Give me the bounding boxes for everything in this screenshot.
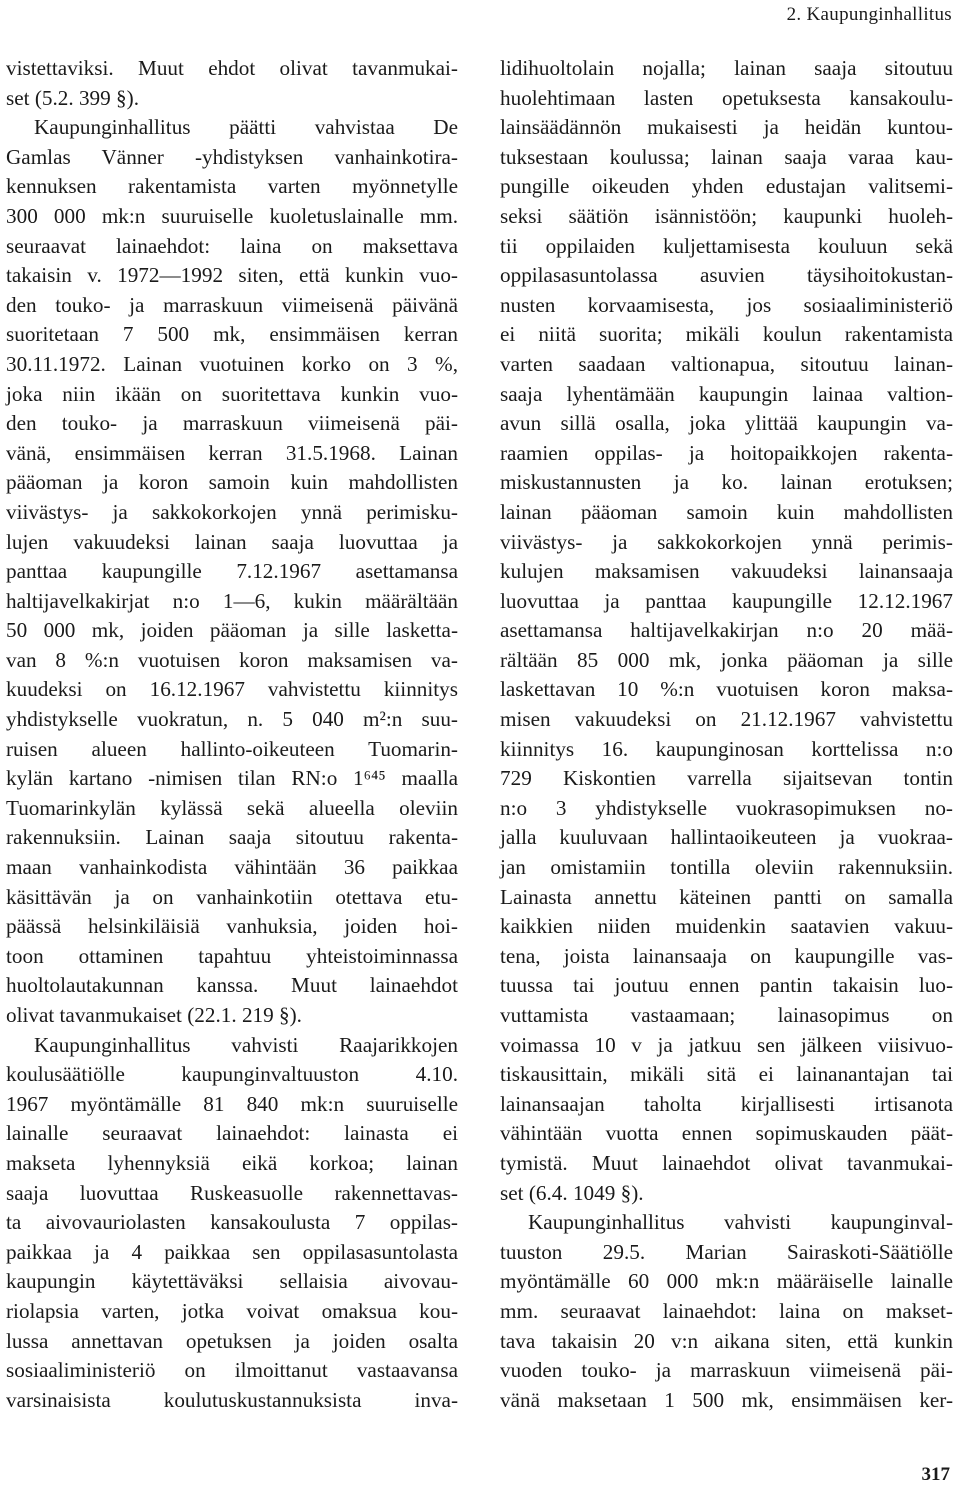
text-line: varsinaisista koulutuskustannuksista inva-: [6, 1387, 458, 1412]
text-line: Gamlas Vänner -yhdistyksen vanhainkotira-: [6, 144, 458, 169]
text-line: n:o 3 yhdistykselle vuokrasopimuksen no-: [500, 795, 953, 820]
text-line: haltijavelkakirjat n:o 1—6, kukin määrältään: [6, 588, 458, 613]
text-line: varten saadaan valtionapua, sitoutuu lainan-: [500, 351, 953, 376]
text-line: vuoden touko- ja marraskuun viimeisenä päi-: [500, 1358, 953, 1383]
text-line: tii oppilaiden kuljettamisesta kouluun sekä: [500, 233, 953, 258]
text-line: Tuomarinkylän kylässä sekä alueella oleviin: [6, 795, 458, 820]
text-line: kulujen maksamisen vakuudeksi lainansaaja: [500, 559, 953, 584]
text-line: takaisin v. 1972—1992 siten, että kunkin vuo-: [6, 263, 458, 288]
text-line: tena, joista lainansaaja on kaupungille vas-: [500, 943, 953, 968]
text-line: tymistä. Muut lainaehdot olivat tavanmukai-: [500, 1150, 953, 1175]
text-line: lainan pääoman samoin kuin mahdollisten: [500, 499, 953, 524]
text-line: lujen vakuudeksi lainan saaja luovuttaa ja: [6, 529, 458, 554]
text-line: panttaa kaupungille 7.12.1967 asettamansa: [6, 559, 458, 584]
text-line: nusten korvaamisesta, jos sosiaaliministeriö: [500, 292, 953, 317]
text-line: 300 000 mk:n suuruiselle kuoletuslainalle mm.: [6, 203, 458, 228]
page-number: 317: [921, 1464, 950, 1485]
text-line: set (6.4. 1049 §).: [500, 1180, 644, 1205]
text-line: kennuksen rakentamista varten myönnetylle: [6, 174, 458, 199]
text-line: voimassa 10 v ja jatkuu sen jälkeen viisivuo-: [500, 1032, 953, 1057]
text-line: vänä, ensimmäisen kerran 31.5.1968. Lainan: [6, 440, 458, 465]
text-line: rältään 85 000 mk, jonka pääoman ja sille: [500, 647, 953, 672]
text-line: riolapsia varten, jotka voivat omaksua kou-: [6, 1298, 458, 1323]
text-line: päässä helsinkiläisiä vanhuksia, joiden hoi-: [6, 914, 458, 939]
text-line: 30.11.1972. Lainan vuotuinen korko on 3 %,: [6, 351, 458, 376]
text-line: kaikkien niiden muidenkin saatavien vakuu-: [500, 914, 953, 939]
text-line: tuuston 29.5. Marian Sairaskoti-Säätiölle: [500, 1239, 953, 1264]
text-line: Kaupunginhallitus vahvisti Raajarikkojen: [34, 1032, 458, 1057]
text-line: seuraavat lainaehdot: laina on maksettava: [6, 233, 458, 258]
text-line: viivästys- ja sakkokorkojen ynnä perimis-: [500, 529, 953, 554]
text-line: kiinnitys 16. kaupunginosan korttelissa n:o: [500, 736, 953, 761]
text-line: raamien oppilas- ja hoitopaikkojen rakenta-: [500, 440, 953, 465]
text-line: olivat tavanmukaiset (22.1. 219 §).: [6, 1003, 302, 1027]
text-line: koulusäätiölle kaupunginvaltuuston 4.10.: [6, 1062, 458, 1087]
text-line: Kaupunginhallitus vahvisti kaupunginval-: [528, 1210, 953, 1235]
text-line: paikkaa ja 4 paikkaa sen oppilasasuntolasta: [6, 1239, 458, 1264]
text-line: oppilasasuntolassa asuvien täysihoitokustan-: [500, 263, 953, 288]
text-line: kylän kartano -nimisen tilan RN:o 1⁶⁴⁵ maalla: [6, 766, 458, 791]
text-line: kaupungin käytettäväksi sellaisia aivovau-: [6, 1269, 458, 1294]
text-line: rakennuksiin. Lainan saaja sitoutuu rakenta-: [6, 825, 458, 850]
text-line: den touko- ja marraskuun viimeisenä päi-: [6, 411, 458, 436]
text-line: huoltolautakunnan kanssa. Muut lainaehdot: [6, 973, 458, 998]
text-line: 50 000 mk, joiden pääoman ja sille lasketta-: [6, 618, 458, 643]
text-line: suoritetaan 7 500 mk, ensimmäisen kerran: [6, 322, 458, 347]
text-line: vistettaviksi. Muut ehdot olivat tavanmukai-: [6, 56, 458, 80]
text-line: vähintään vuotta ennen sopimuskauden päät-: [500, 1121, 953, 1146]
text-line: tiskausittain, mikäli sitä ei lainanantajan tai: [500, 1062, 953, 1087]
text-line: 1967 myöntämälle 81 840 mk:n suuruiselle: [6, 1091, 458, 1116]
text-line: joka niin ikään on suoritettava kunkin vuo-: [6, 381, 458, 406]
text-line: 729 Kiskontien varrella sijaitsevan tontin: [500, 766, 953, 791]
text-line: asettamansa haltijavelkakirjan n:o 20 mää-: [500, 618, 953, 643]
text-line: maan vanhainkodista vähintään 36 paikkaa: [6, 855, 458, 880]
text-line: avun sillä osalla, joka ylittää kaupungin va-: [500, 411, 953, 436]
text-line: Lainasta annettu käteinen pantti on samalla: [500, 884, 953, 909]
text-line: käsittävän ja on vanhainkotiin otettava etu-: [6, 884, 458, 909]
text-line: kuudeksi on 16.12.1967 vahvistettu kiinnitys: [6, 677, 458, 702]
text-line: pungille oikeuden yhden edustajan valitsemi-: [500, 174, 953, 199]
text-line: seksi säätiön isännistöön; kaupunki huoleh-: [500, 203, 953, 228]
text-line: vänä maksetaan 1 500 mk, ensimmäisen ker-: [500, 1387, 953, 1412]
text-line: myöntämälle 60 000 mk:n määräiselle lainalle: [500, 1269, 953, 1294]
text-line: lussa annettavan opetuksen ja joiden osalta: [6, 1328, 458, 1353]
text-line: toon ottaminen tapahtuu yhteistoiminnassa: [6, 943, 458, 968]
text-line: ei niitä suorita; mikäli koulun rakentamista: [500, 322, 953, 347]
text-line: den touko- ja marraskuun viimeisenä päivänä: [6, 292, 458, 317]
text-line: huolehtimaan lasten opetuksesta kansakoulu-: [500, 85, 953, 110]
text-line: Kaupunginhallitus päätti vahvistaa De: [34, 115, 458, 140]
text-line: set (5.2. 399 §).: [6, 85, 139, 110]
text-line: tuussa tai joutuu ennen pantin takaisin luo-: [500, 973, 953, 998]
text-line: viivästys- ja sakkokorkojen ynnä perimisku-: [6, 499, 458, 524]
text-line: misen vakuudeksi on 21.12.1967 vahvistettu: [500, 707, 953, 732]
text-line: makseta lyhennyksiä eikä korkoa; lainan: [6, 1150, 458, 1175]
text-line: sosiaaliministeriö on ilmoittanut vastaavansa: [6, 1358, 458, 1383]
text-line: ruisen alueen hallinto-oikeuteen Tuomarin-: [6, 736, 458, 761]
text-line: ta aivovauriolasten kansakoulusta 7 oppilas-: [6, 1210, 458, 1235]
text-line: mm. seuraavat lainaehdot: laina on makset-: [500, 1298, 953, 1323]
text-line: luovuttaa ja panttaa kaupungille 12.12.1967: [500, 588, 953, 613]
text-line: laskettavan 10 %:n vuotuisen koron maksa-: [500, 677, 953, 702]
text-line: vuttamista vastaamaan; lainasopimus on: [500, 1003, 953, 1027]
running-header: 2. Kaupunginhallitus: [786, 4, 952, 25]
text-line: jalla kuuluvaan hallintaoikeuteen ja vuokraa-: [500, 825, 953, 850]
text-column-right: [500, 54, 953, 1415]
text-line: lainalle seuraavat lainaehdot: lainasta ei: [6, 1121, 458, 1146]
text-line: saaja luovuttaa Ruskeasuolle rakennettavas-: [6, 1180, 458, 1205]
text-line: yhdistykselle vuokratun, n. 5 040 m²:n suu-: [6, 707, 458, 732]
text-line: van 8 %:n vuotuisen koron maksamisen va-: [6, 647, 458, 672]
text-column-left: [6, 54, 458, 1415]
text-line: tava takaisin 20 v:n aikana siten, että kunkin: [500, 1328, 953, 1353]
text-line: lainsäädännön mukaisesti ja heidän kuntou-: [500, 115, 953, 140]
text-line: lidihuoltolain nojalla; lainan saaja sitoutuu: [500, 56, 953, 80]
text-line: tuksestaan koulussa; lainan saaja varaa kau-: [500, 144, 953, 169]
text-line: jan omistamiin tontilla oleviin rakennuksiin.: [500, 855, 953, 880]
text-line: pääoman ja koron samoin kuin mahdollisten: [6, 470, 458, 495]
text-line: saaja lyhentämään kaupungin lainaa valtion-: [500, 381, 953, 406]
text-line: miskustannusten ja ko. lainan erotuksen;: [500, 470, 953, 495]
text-line: lainansaajan taholta kirjallisesti irtisanota: [500, 1091, 953, 1116]
